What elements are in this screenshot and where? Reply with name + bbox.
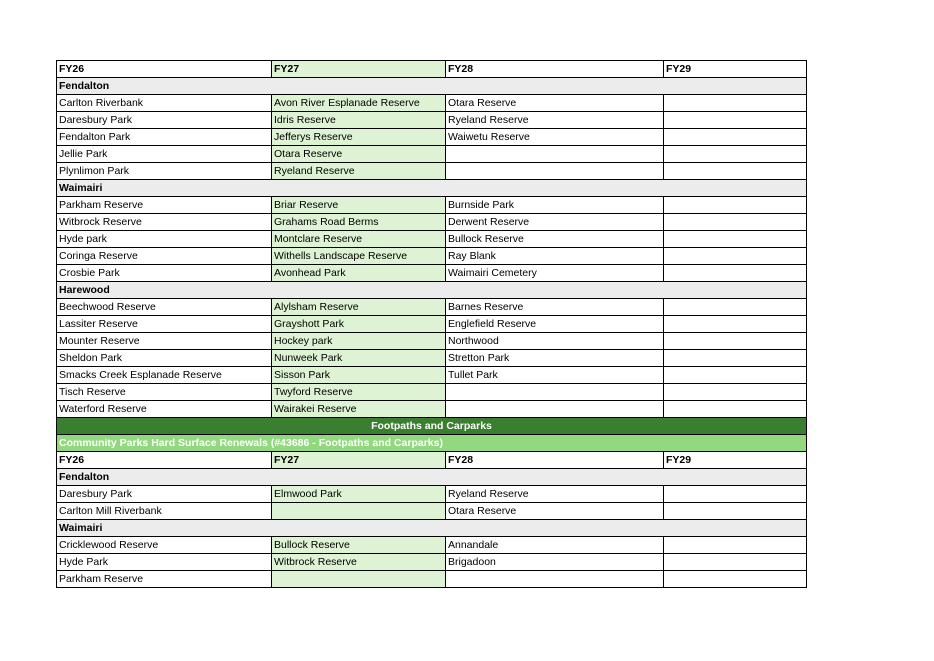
schedule-table-body xyxy=(57,61,807,588)
cell-fy29[interactable] xyxy=(664,350,807,367)
cell-fy28[interactable]: Burnside Park xyxy=(446,197,664,214)
cell-fy29[interactable] xyxy=(664,265,807,282)
cell-fy28[interactable]: Derwent Reserve xyxy=(446,214,664,231)
table-row xyxy=(57,333,807,350)
cell-fy29[interactable] xyxy=(664,333,807,350)
cell-fy29[interactable] xyxy=(664,129,807,146)
cell-fy28[interactable]: Waimairi Cemetery xyxy=(446,265,664,282)
cell-fy26[interactable]: Tisch Reserve xyxy=(57,384,272,401)
cell-fy28[interactable]: Waiwetu Reserve xyxy=(446,129,664,146)
cell-fy27[interactable]: Alylsham Reserve xyxy=(272,299,446,316)
cell-fy28[interactable]: Englefield Reserve xyxy=(446,316,664,333)
cell-fy28[interactable]: Stretton Park xyxy=(446,350,664,367)
cell-fy26[interactable]: Carlton Riverbank xyxy=(57,95,272,112)
cell-fy27[interactable]: Grahams Road Berms xyxy=(272,214,446,231)
cell-fy29[interactable] xyxy=(664,163,807,180)
group-header[interactable]: Harewood xyxy=(57,282,807,299)
cell-fy29[interactable] xyxy=(664,554,807,571)
table-row xyxy=(57,146,807,163)
cell-fy28[interactable]: Ryeland Reserve xyxy=(446,486,664,503)
column-header-fy27[interactable]: FY27 xyxy=(272,452,446,469)
cell-fy26[interactable]: Plynlimon Park xyxy=(57,163,272,180)
schedule-table xyxy=(56,60,807,588)
cell-fy28[interactable]: Otara Reserve xyxy=(446,95,664,112)
cell-fy26[interactable]: Daresbury Park xyxy=(57,486,272,503)
cell-fy27[interactable]: Avonhead Park xyxy=(272,265,446,282)
cell-fy27[interactable]: Briar Reserve xyxy=(272,197,446,214)
cell-fy27[interactable]: Twyford Reserve xyxy=(272,384,446,401)
cell-fy27[interactable]: Nunweek Park xyxy=(272,350,446,367)
column-header-fy26[interactable]: FY26 xyxy=(57,61,272,78)
cell-fy27[interactable]: Ryeland Reserve xyxy=(272,163,446,180)
cell-fy29[interactable] xyxy=(664,316,807,333)
group-header-row xyxy=(57,78,807,95)
cell-fy27[interactable]: Jefferys Reserve xyxy=(272,129,446,146)
cell-fy29[interactable] xyxy=(664,486,807,503)
cell-fy26[interactable]: Lassiter Reserve xyxy=(57,316,272,333)
table-row xyxy=(57,350,807,367)
cell-fy26[interactable]: Daresbury Park xyxy=(57,112,272,129)
section-subtitle[interactable]: Community Parks Hard Surface Renewals (#43686 - Footpaths and Carparks) xyxy=(57,435,807,452)
cell-fy27[interactable]: Hockey park xyxy=(272,333,446,350)
cell-fy26[interactable]: Hyde Park xyxy=(57,554,272,571)
table-row xyxy=(57,401,807,418)
cell-fy26[interactable]: Coringa Reserve xyxy=(57,248,272,265)
cell-fy29[interactable] xyxy=(664,401,807,418)
cell-fy28[interactable]: Ryeland Reserve xyxy=(446,112,664,129)
table-row xyxy=(57,503,807,520)
cell-fy27[interactable]: Elmwood Park xyxy=(272,486,446,503)
cell-fy26[interactable]: Hyde park xyxy=(57,231,272,248)
cell-fy27[interactable] xyxy=(272,571,446,588)
table-row xyxy=(57,486,807,503)
table-row xyxy=(57,129,807,146)
column-header-row xyxy=(57,452,807,469)
column-header-fy26[interactable]: FY26 xyxy=(57,452,272,469)
section-banner[interactable]: Footpaths and Carparks xyxy=(57,418,807,435)
cell-fy29[interactable] xyxy=(664,146,807,163)
group-header-row xyxy=(57,180,807,197)
cell-fy29[interactable] xyxy=(664,231,807,248)
table-row xyxy=(57,231,807,248)
cell-fy28[interactable]: Bullock Reserve xyxy=(446,231,664,248)
table-row xyxy=(57,367,807,384)
cell-fy29[interactable] xyxy=(664,299,807,316)
cell-fy27[interactable]: Bullock Reserve xyxy=(272,537,446,554)
cell-fy28[interactable]: Brigadoon xyxy=(446,554,664,571)
table-row xyxy=(57,163,807,180)
column-header-fy29[interactable]: FY29 xyxy=(664,61,807,78)
cell-fy29[interactable] xyxy=(664,384,807,401)
table-row xyxy=(57,95,807,112)
table-row xyxy=(57,316,807,333)
table-row xyxy=(57,197,807,214)
cell-fy26[interactable]: Parkham Reserve xyxy=(57,197,272,214)
cell-fy28[interactable] xyxy=(446,401,664,418)
cell-fy26[interactable]: Witbrock Reserve xyxy=(57,214,272,231)
cell-fy29[interactable] xyxy=(664,197,807,214)
cell-fy26[interactable]: Jellie Park xyxy=(57,146,272,163)
cell-fy28[interactable] xyxy=(446,163,664,180)
table-row xyxy=(57,265,807,282)
cell-fy26[interactable]: Cricklewood Reserve xyxy=(57,537,272,554)
spreadsheet-page xyxy=(56,60,806,588)
cell-fy26[interactable]: Carlton Mill Riverbank xyxy=(57,503,272,520)
cell-fy28[interactable] xyxy=(446,571,664,588)
cell-fy28[interactable]: Ray Blank xyxy=(446,248,664,265)
column-header-fy28[interactable]: FY28 xyxy=(446,61,664,78)
table-row xyxy=(57,214,807,231)
cell-fy26[interactable]: Beechwood Reserve xyxy=(57,299,272,316)
group-header[interactable]: Waimairi xyxy=(57,180,807,197)
cell-fy28[interactable]: Tullet Park xyxy=(446,367,664,384)
column-header-fy29[interactable]: FY29 xyxy=(664,452,807,469)
cell-fy26[interactable]: Mounter Reserve xyxy=(57,333,272,350)
cell-fy28[interactable]: Northwood xyxy=(446,333,664,350)
table-row xyxy=(57,554,807,571)
cell-fy26[interactable]: Crosbie Park xyxy=(57,265,272,282)
cell-fy27[interactable] xyxy=(272,503,446,520)
cell-fy29[interactable] xyxy=(664,95,807,112)
table-row xyxy=(57,384,807,401)
cell-fy29[interactable] xyxy=(664,367,807,384)
cell-fy27[interactable]: Avon River Esplanade Reserve xyxy=(272,95,446,112)
group-header-row xyxy=(57,282,807,299)
group-header[interactable]: Fendalton xyxy=(57,469,807,486)
group-header[interactable]: Fendalton xyxy=(57,78,807,95)
cell-fy27[interactable]: Montclare Reserve xyxy=(272,231,446,248)
cell-fy27[interactable]: Witbrock Reserve xyxy=(272,554,446,571)
group-header-row xyxy=(57,469,807,486)
cell-fy29[interactable] xyxy=(664,537,807,554)
cell-fy29[interactable] xyxy=(664,248,807,265)
cell-fy27[interactable]: Withells Landscape Reserve xyxy=(272,248,446,265)
cell-fy26[interactable]: Parkham Reserve xyxy=(57,571,272,588)
cell-fy27[interactable]: Wairakei Reserve xyxy=(272,401,446,418)
cell-fy26[interactable]: Fendalton Park xyxy=(57,129,272,146)
section-subtitle-row xyxy=(57,435,807,452)
section-banner-row xyxy=(57,418,807,435)
cell-fy28[interactable]: Barnes Reserve xyxy=(446,299,664,316)
cell-fy29[interactable] xyxy=(664,571,807,588)
cell-fy27[interactable]: Otara Reserve xyxy=(272,146,446,163)
table-row xyxy=(57,299,807,316)
cell-fy26[interactable]: Waterford Reserve xyxy=(57,401,272,418)
cell-fy29[interactable] xyxy=(664,214,807,231)
cell-fy28[interactable]: Otara Reserve xyxy=(446,503,664,520)
cell-fy27[interactable]: Sisson Park xyxy=(272,367,446,384)
cell-fy27[interactable]: Grayshott Park xyxy=(272,316,446,333)
cell-fy27[interactable]: Idris Reserve xyxy=(272,112,446,129)
column-header-row xyxy=(57,61,807,78)
cell-fy28[interactable] xyxy=(446,146,664,163)
cell-fy29[interactable] xyxy=(664,112,807,129)
table-row xyxy=(57,537,807,554)
cell-fy26[interactable]: Smacks Creek Esplanade Reserve xyxy=(57,367,272,384)
cell-fy28[interactable]: Annandale xyxy=(446,537,664,554)
table-row xyxy=(57,571,807,588)
group-header[interactable]: Waimairi xyxy=(57,520,807,537)
column-header-fy27[interactable]: FY27 xyxy=(272,61,446,78)
column-header-fy28[interactable]: FY28 xyxy=(446,452,664,469)
cell-fy29[interactable] xyxy=(664,503,807,520)
table-row xyxy=(57,248,807,265)
cell-fy28[interactable] xyxy=(446,384,664,401)
cell-fy26[interactable]: Sheldon Park xyxy=(57,350,272,367)
group-header-row xyxy=(57,520,807,537)
table-row xyxy=(57,112,807,129)
